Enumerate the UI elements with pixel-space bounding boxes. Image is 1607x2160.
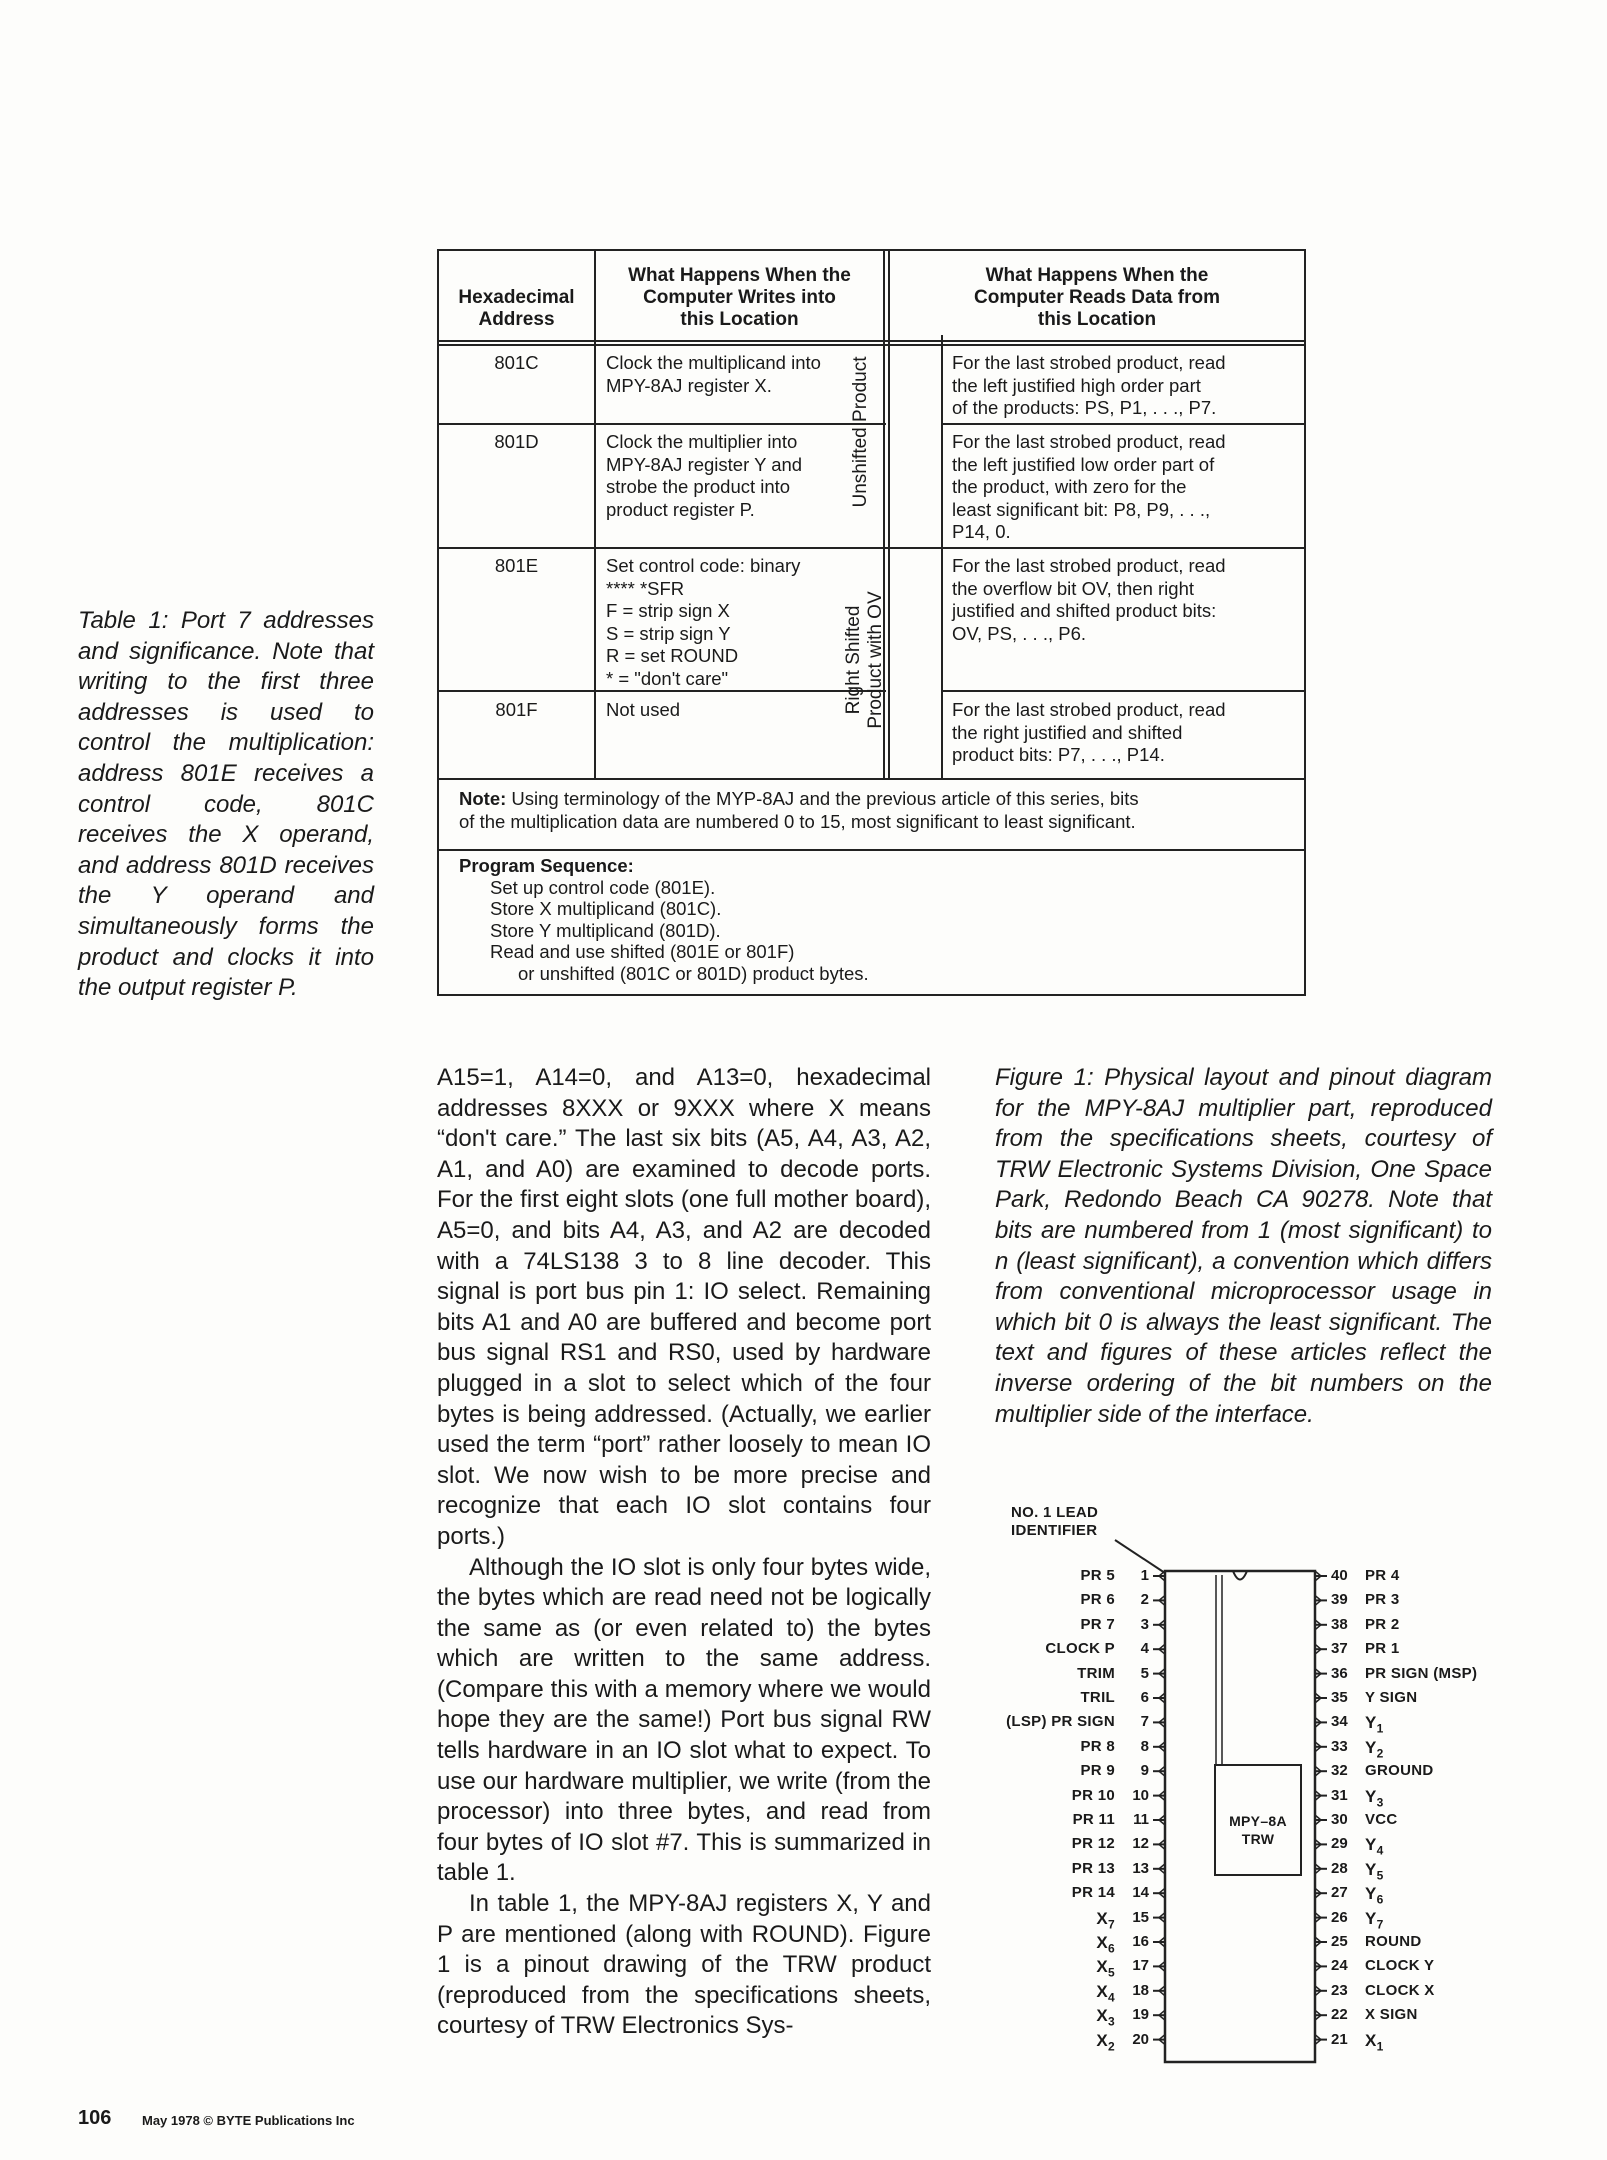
note-text: Using terminology of the MYP-8AJ and the previous article of this series, bits [511,788,1139,809]
row-read [952,555,1302,645]
header-line: Hexadecimal [458,287,575,308]
table-divider [941,423,1304,425]
pin-label: TRIM [1077,1664,1115,1682]
cell-line: F = strip sign X [606,600,730,621]
pin-number: 5 [1140,1664,1149,1682]
header-line: What Happens When the [628,265,851,286]
body-paragraph: A15=1, A14=0, and A13=0, hexadecimal addresses 8XXX or 9XXX where X means “don't care.” The last six bits (A5, A4, A3, A2, A1, and A0) are examined to decode ports. For the first eight slots (one full mother board), A5=0, and bits A4, A3, and A2 are decoded with a 74LS138 3 to 8 line decoder. This signal is port bus pin 1: IO select. Remaining bits A1 and A0 are buffered and become port bus signal RS1 and RS0, used by hardware plugged in a slot to select which of the four bytes is being addressed. (Actually, we earlier used the term “port” rather loosely to mean IO slot. We now wish to be more precise and recognize that each IO slot contains four ports.) [437,1064,931,1550]
header-address [439,287,594,331]
row-write [606,555,881,690]
cell-line: Clock the multiplicand into [606,352,821,373]
chip-label-line: MPY–8A [1229,1813,1287,1829]
pin-number: 17 [1132,1957,1149,1975]
table-divider [439,849,1304,851]
header-line: What Happens When the [985,265,1209,286]
table-divider [439,690,886,692]
row-write [606,352,881,397]
pin-number: 6 [1140,1689,1149,1706]
note-line: of the multiplication data are numbered 0 to 15, most significant to least significant. [459,810,1136,832]
pin-number: 27 [1331,1884,1348,1902]
cell-line: the right justified and shifted [952,721,1183,743]
pin-label: X SIGN [1365,2006,1418,2024]
pin-number: 7 [1140,1713,1149,1731]
pin-label: TRIL [1080,1689,1115,1706]
table-divider [439,423,886,425]
cell-line: least significant bit: P8, P9, . . ., [952,498,1211,520]
pin-label: $Y_3$ [1365,1786,1384,1809]
cell-line: For the last strobed product, read [952,352,1226,373]
pin-label: PR 2 [1365,1615,1400,1633]
pin-number: 22 [1331,2006,1348,2024]
pin-number: 15 [1132,1908,1149,1926]
cell-line: P14, 0. [952,521,1011,542]
pin-label: $X_4$ [1096,1981,1115,2005]
table-divider [439,547,1304,549]
chip-pinout-diagram [1003,1500,1503,2080]
body-paragraph: In table 1, the MPY-8AJ registers X, Y and P are mentioned (along with ROUND). Figure 1 is a pinout drawing of the TRW product (reproduced from the specifications sheets, courtesy of TRW Electronics Sys- [437,1890,931,2040]
body-text [437,1063,931,2042]
pin-label: $Y_6$ [1365,1884,1384,1907]
cell-line: MPY-8AJ register X. [606,374,772,396]
cell-line: the overflow bit OV, then right [952,577,1195,599]
pin-number: 35 [1331,1689,1348,1706]
cell-line: justified and shifted product bits: [952,600,1217,621]
cell-line: OV, PS, . . ., P6. [952,622,1087,644]
cell-line: * = "don't care" [606,667,729,689]
pin-number: 9 [1140,1762,1149,1780]
pin-number: 4 [1140,1640,1149,1658]
note-label: Note: [459,788,507,809]
table-divider [439,778,1304,780]
sequence-line: Store Y multiplicand (801D). [490,919,721,941]
note-line [459,788,1299,811]
group-label-line: Product with OV [865,591,886,729]
cell-line: Clock the multiplier into [606,431,798,452]
header-line: Computer Writes into [643,287,836,308]
pin-number: 19 [1132,2006,1149,2024]
pin-number: 30 [1331,1811,1348,1828]
pin-number: 18 [1132,1981,1149,1999]
pin-number: 37 [1331,1640,1348,1658]
pin-label: GROUND [1365,1762,1434,1780]
cell-line: For the last strobed product, read [952,555,1226,576]
left-pin-group [1153,1571,1165,2045]
pin-number: 39 [1331,1591,1348,1609]
pin-label: $Y_5$ [1365,1859,1384,1883]
cell-line: the product, with zero for the [952,476,1187,497]
figure-caption: Figure 1: Physical layout and pinout diagram for the MPY-8AJ multiplier part, reproduced from the specifications sheets, courtesy of TRW Electronic Systems Division, One Space Park, Redondo Beach CA 90278. Note that bits are numbered from 1 (most significant) to n (least significant), a convention which differs from conventional microprocessor usage in which bit 0 is always the least significant. The text and figures of these articles reflect the inverse ordering of the bit numbers on the multiplier side of the interface. [995,1064,1492,1428]
pin-number: 32 [1331,1762,1348,1780]
pin-number: 21 [1331,2030,1348,2048]
sequence-label: Program Sequence: [459,855,634,876]
pin-label: PR 9 [1080,1762,1115,1780]
pin-label: CLOCK P [1045,1640,1115,1658]
row-address: 801F [495,699,538,720]
pin-label: $X_1$ [1365,2030,1384,2053]
pin-number: 31 [1331,1786,1348,1804]
pin-label: $X_7$ [1096,1908,1115,1931]
pin-label: PR 14 [1071,1884,1115,1902]
table-caption: Table 1: Port 7 addresses and significance. Note that writing to the first three addresses is used to control the multiplication: address 801E receives a control code, 801C receives the X operand, and address 801D receives the Y operand and simultaneously forms the product and clocks it into the output register P. [78,607,374,1002]
header-line: this Location [1037,309,1157,330]
row-read [952,699,1302,767]
lead-identifier-line: IDENTIFIER [1011,1522,1098,1539]
cell-line: the left justified low order part of [952,453,1215,475]
cell-line: For the last strobed product, read [952,699,1226,720]
group-label-line: Right Shifted [843,605,864,715]
pin-number: 13 [1132,1859,1149,1877]
row-write [606,431,881,521]
pin-label: $X_6$ [1096,1933,1115,1956]
pin-number: 40 [1331,1567,1348,1584]
cell-line: product register P. [606,498,755,520]
row-read [952,352,1302,420]
pin-number: 8 [1140,1737,1149,1755]
pin-label: PR 7 [1080,1615,1115,1633]
cell-line: MPY-8AJ register Y and [606,453,803,475]
header-write [596,265,883,331]
pin-number: 3 [1140,1615,1149,1633]
pin-number: 14 [1132,1884,1149,1902]
pin-number: 23 [1331,1981,1348,1999]
pin-label: PR 4 [1365,1567,1400,1584]
header-line: Address [478,309,555,330]
pin-label: $Y_1$ [1365,1713,1384,1736]
cell-line: strobe the product into [606,476,791,497]
pin-label: $Y_4$ [1365,1835,1384,1858]
pin-number: 25 [1331,1933,1348,1950]
cell-line: R = set ROUND [606,645,739,666]
pin-label: PR 11 [1072,1811,1115,1828]
pin-number: 36 [1331,1664,1348,1682]
page-number: 106 [78,2107,112,2129]
cell-line: the left justified high order part [952,374,1201,396]
footer-info: May 1978 © BYTE Publications Inc [142,2113,355,2128]
pin-label: $Y_2$ [1365,1737,1384,1761]
cell-line: of the products: PS, P1, . . ., P7. [952,397,1217,418]
pin-label: PR 12 [1071,1835,1115,1853]
pin-number: 26 [1331,1908,1348,1926]
pin-label: VCC [1365,1811,1398,1828]
pin-number: 38 [1331,1615,1348,1633]
row-address: 801C [494,352,539,373]
row-write [606,699,881,722]
pin-number: 28 [1331,1859,1348,1877]
pin-label: $X_5$ [1096,1957,1115,1980]
row-address: 801E [494,555,539,576]
body-paragraph: Although the IO slot is only four bytes wide, the bytes which are read need not be logically the same as (or even related to) the bytes which are written to the same address. (Compare this with a memory where we would hope they are the same!) Port bus signal RW tells hardware in an IO slot what to expect. To use our hardware multiplier, we write (from the processor) into three bytes, and read from four bytes of IO slot #7. This is summarized in table 1. [437,1553,931,1887]
pin-number: 34 [1331,1713,1348,1731]
header-read [890,265,1304,331]
pin-label: PR 5 [1080,1567,1115,1584]
row-address: 801D [494,431,539,452]
cell-line: For the last strobed product, read [952,431,1226,452]
cell-line: S = strip sign Y [606,622,731,644]
pin-number: 24 [1331,1957,1348,1975]
pin-number: 33 [1331,1737,1348,1755]
pin-number: 11 [1133,1811,1149,1828]
table-divider [941,690,1304,692]
pin-number: 16 [1132,1933,1149,1950]
sequence-line: or unshifted (801C or 801D) product bytes. [518,962,869,984]
cell-line: **** *SFR [606,577,685,599]
cell-line: product bits: P7, . . ., P14. [952,744,1165,765]
pin-label: CLOCK Y [1365,1957,1435,1975]
pin-number: 1 [1140,1567,1149,1584]
pin-label: PR SIGN (MSP) [1365,1664,1478,1682]
right-pin-group [1315,1571,1327,2045]
pin-label: $Y_7$ [1365,1908,1384,1931]
pin-label: ROUND [1365,1933,1422,1950]
chip-label [1215,1812,1301,1848]
pin-number: 29 [1331,1835,1348,1853]
pin-label: $X_3$ [1096,2006,1115,2029]
pin-label: CLOCK X [1365,1981,1435,1999]
cell-line: Not used [606,699,681,720]
sequence-line: Read and use shifted (801E or 801F) [490,941,795,962]
pin-number: 2 [1140,1591,1149,1609]
lead-identifier-line: NO. 1 LEAD [1011,1504,1099,1521]
header-line: Computer Reads Data from [974,287,1220,308]
pin-label: $X_2$ [1096,2030,1115,2053]
pin-label: PR 3 [1365,1591,1400,1609]
program-sequence [459,855,1299,984]
row-read [952,431,1302,544]
pin-label: PR 6 [1080,1591,1115,1609]
chip-label-line: TRW [1241,1831,1275,1847]
pin-number: 12 [1132,1835,1149,1853]
pin-label: (LSP) PR SIGN [1006,1713,1115,1731]
sequence-line: Set up control code (801E). [490,876,716,898]
pin-label: PR 13 [1071,1859,1115,1877]
cell-line: Set control code: binary [606,555,801,576]
table-note [459,788,1299,833]
table-divider [941,335,943,778]
chip-notch [1233,1571,1247,1580]
pin-label: PR 10 [1071,1786,1115,1804]
group-label-unshifted: Unshifted Product [850,356,871,508]
pin-label: PR 8 [1080,1737,1115,1755]
pin-label: PR 1 [1365,1640,1400,1658]
pin-number: 20 [1132,2030,1149,2048]
pin-label: Y SIGN [1365,1689,1418,1706]
header-line: this Location [680,309,799,330]
sequence-line: Store X multiplicand (801C). [490,898,722,919]
pin-number: 10 [1132,1786,1149,1804]
port-table [437,249,1306,996]
